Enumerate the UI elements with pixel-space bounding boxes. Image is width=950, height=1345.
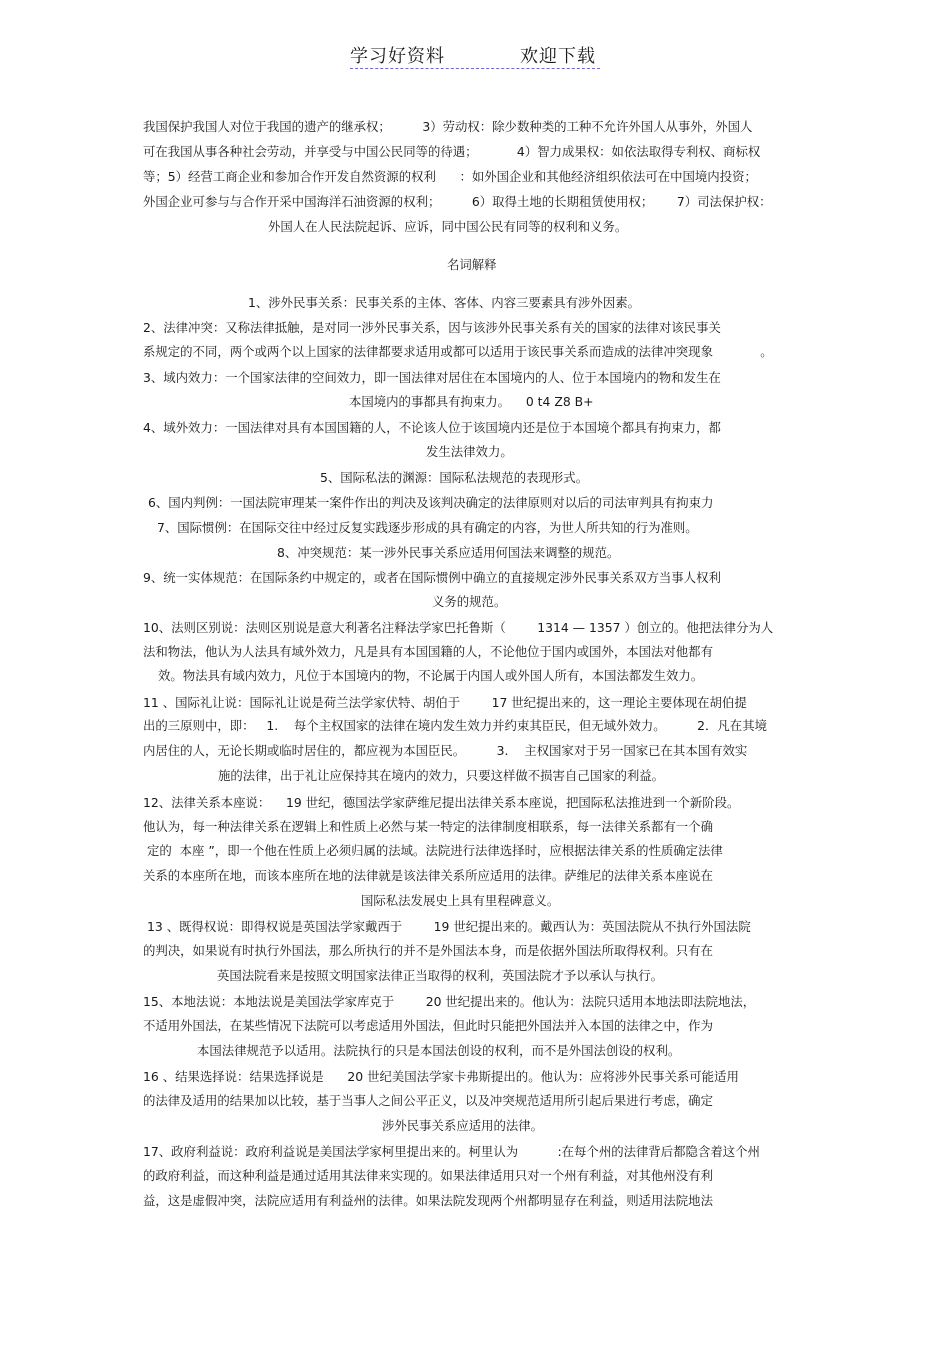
text-line: 的政府利益，而这种利益是通过适用其法律来实现的。如果法律适用只对一个州有利益，对其他州没有利 (143, 1168, 713, 1183)
text-line: 我国保护我国人对位于我国的遗产的继承权； 3）劳动权：除少数种类的工种不允许外国人从事外，外国人 (143, 119, 753, 134)
text-line: 国际私法发展史上具有里程碑意义。 (361, 893, 560, 908)
text-line: 2、法律冲突：又称法律抵触，是对同一涉外民事关系，因与该涉外民事关系有关的国家的法律对该民事关 (143, 320, 721, 335)
text-line: 义务的规范。 (432, 594, 507, 609)
text-line: 的判决，如果说有时执行外国法，那么所执行的并不是外国法本身，而是依据外国法所取得权利。只有在 (143, 943, 713, 958)
text-line: 13 、既得权说：即得权说是英国法学家戴西于 19 世纪提出来的。戴西认为：英国法院从不执行外国法院 (147, 919, 751, 934)
text-line: 6、国内判例：一国法院审理某一案件作出的判决及该判决确定的法律原则对以后的司法审判具有拘束力 (148, 495, 714, 510)
text-line: 本国境内的事都具有拘束力。 0 t4 Z8 B+ (349, 394, 594, 409)
page-header (350, 40, 600, 69)
text-line: 定的 本座 ”，即一个他在性质上必须归属的法域。法院进行法律选择时，应根据法律关系的性质确定法律 (147, 843, 723, 858)
text-line: 1、涉外民事关系：民事关系的主体、客体、内容三要素具有涉外因素。 (248, 295, 640, 310)
text-line: 发生法律效力。 (426, 444, 513, 459)
text-line: 5、国际私法的渊源：国际私法规范的表现形式。 (320, 470, 589, 485)
text-line: 外国企业可参与与合作开采中国海洋石油资源的权利； 6）取得土地的长期租赁使用权； 7）司法保护权： (143, 194, 772, 209)
header-title-right: 欢迎下载 (520, 46, 596, 67)
text-line: 不适用外国法，在某些情况下法院可以考虑适用外国法，但此时只能把外国法并入本国的法律之中，作为 (143, 1018, 713, 1033)
text-line: 8、冲突规范：某一涉外民事关系应适用何国法来调整的规范。 (277, 545, 620, 560)
text-line: 11 、国际礼让说：国际礼让说是荷兰法学家伏特、胡伯于 17 世纪提出来的，这一理论主要体现在胡伯提 (143, 695, 747, 710)
text-line: 法和物法，他认为人法具有域外效力，凡是具有本国国籍的人，不论他位于国内或国外，本国法对他都有 (143, 644, 713, 659)
text-line: 10、法则区别说：法则区别说是意大利著名注释法学家巴托鲁斯（ 1314 — 1357 ）创立的。他把法律分为人 (143, 620, 774, 635)
text-line: 他认为，每一种法律关系在逻辑上和性质上必然与某一特定的法律制度相联系，每一法律关系都有一个确 (143, 819, 713, 834)
text-line: 内居住的人，无论长期或临时居住的，都应视为本国臣民。 3. 主权国家对于另一国家已在其本国有效实 (143, 743, 748, 758)
text-line: 本国法律规范予以适用。法院执行的只是本国法创设的权利，而不是外国法创设的权利。 (197, 1043, 681, 1058)
text-line: 出的三原则中，即： 1. 每个主权国家的法律在境内发生效力并约束其臣民，但无域外效力。 2．凡在其境 (143, 718, 767, 733)
text-line: 17、政府利益说：政府利益说是美国法学家柯里提出来的。柯里认为 :在每个州的法律背后都隐含着这个州 (143, 1144, 760, 1159)
text-line: 3、域内效力：一个国家法律的空间效力，即一国法律对居住在本国境内的人、位于本国境内的物和发生在 (143, 370, 721, 385)
text-line: 关系的本座所在地，而该本座所在地的法律就是该法律关系所应适用的法律。萨维尼的法律关系本座说在 (143, 868, 713, 883)
text-line: 英国法院看来是按照文明国家法律正当取得的权利，英国法院才予以承认与执行。 (217, 968, 664, 983)
text-line: 益，这是虚假冲突，法院应适用有利益州的法律。如果法院发现两个州都明显存在利益，则适用法院地法 (143, 1193, 713, 1208)
text-line: 系规定的不同，两个或两个以上国家的法律都要求适用或都可以适用于该民事关系而造成的法律冲突现象 。 (143, 344, 773, 359)
text-line: 9、统一实体规范：在国际条约中规定的，或者在国际惯例中确立的直接规定涉外民事关系双方当事人权利 (143, 570, 721, 585)
text-line: 名词解释 (447, 257, 497, 272)
text-line: 4、域外效力：一国法律对具有本国国籍的人，不论该人位于该国境内还是位于本国境个都具有拘束力，都 (143, 420, 721, 435)
text-line: 可在我国从事各种社会劳动，并享受与中国公民同等的待遇； 4）智力成果权：如依法取得专利权、商标权 (143, 144, 761, 159)
text-line: 效。物法具有域内效力，凡位于本国境内的物，不论属于内国人或外国人所有，本国法都发生效力。 (158, 668, 704, 683)
text-line: 16 、结果选择说：结果选择说是 20 世纪美国法学家卡弗斯提出的。他认为：应将涉外民事关系可能适用 (143, 1069, 739, 1084)
text-line: 12、法律关系本座说： 19 世纪，德国法学家萨维尼提出法律关系本座说，把国际私法推进到一个新阶段。 (143, 795, 740, 810)
text-line: 外国人在人民法院起诉、应诉，同中国公民有同等的权利和义务。 (268, 219, 628, 234)
text-line: 等；5）经营工商企业和参加合作开发自然资源的权利 ：如外国企业和其他经济组织依法可在中国境内投资； (143, 169, 757, 184)
header-title-left: 学习好资料 (350, 46, 445, 67)
text-line: 7、国际惯例：在国际交往中经过反复实践逐步形成的具有确定的内容，为世人所共知的行为准则。 (157, 520, 698, 535)
text-line: 施的法律，出于礼让应保持其在境内的效力，只要这样做不损害自己国家的利益。 (218, 768, 665, 783)
text-line: 涉外民事关系应适用的法律。 (382, 1118, 544, 1133)
text-line: 的法律及适用的结果加以比较，基于当事人之间公平正义，以及冲突规范适用所引起后果进行考虑，确定 (143, 1093, 713, 1108)
text-line: 15、本地法说：本地法说是美国法学家库克于 20 世纪提出来的。他认为：法院只适用本地法即法院地法， (143, 994, 756, 1009)
